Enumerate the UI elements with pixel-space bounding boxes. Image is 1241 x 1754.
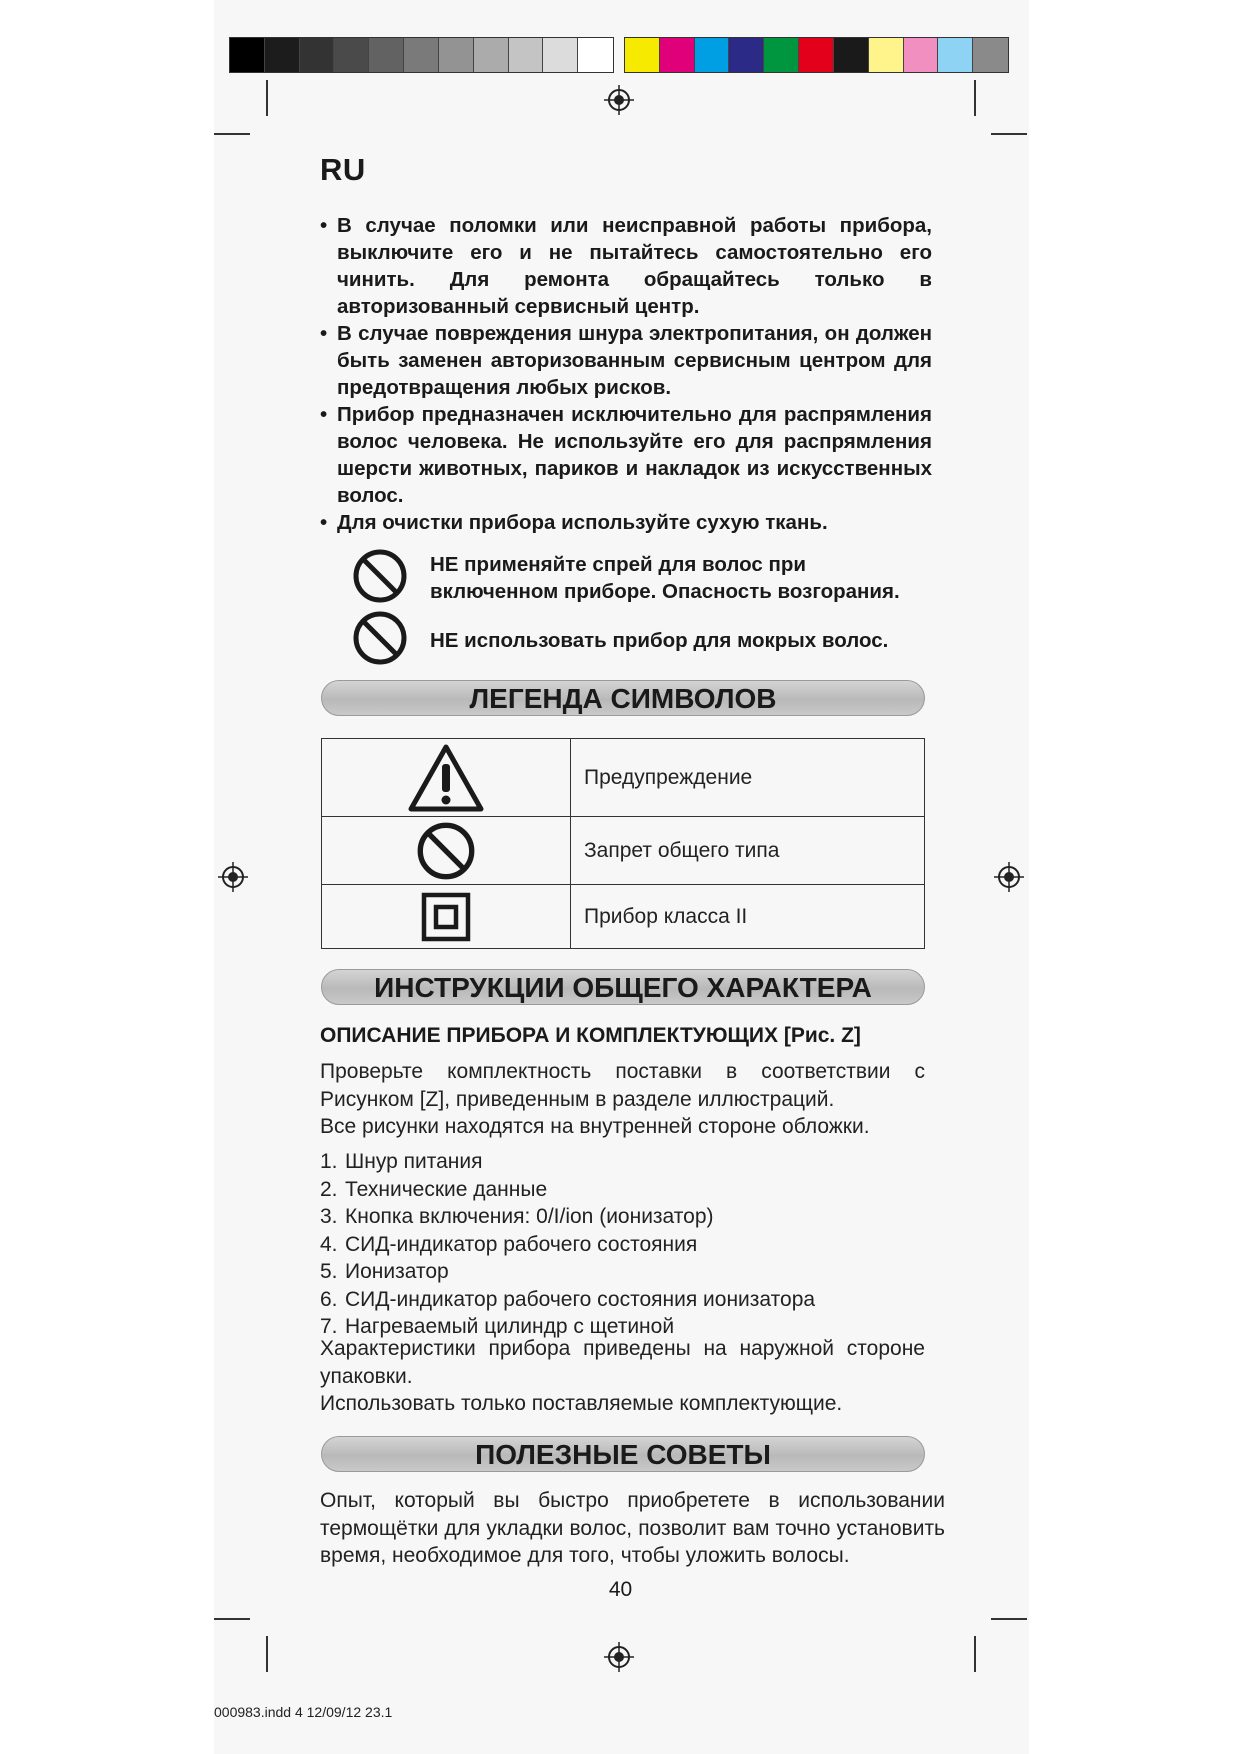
file-slug: 000983.indd 4 12/09/12 23.1 <box>214 1704 393 1720</box>
crop-mark-bottom-right-horizontal <box>991 1618 1027 1620</box>
list-item: • Прибор предназначен исключительно для распрямления волос человека. Не используйте его для распрямления шерсти животных, париков и накладок из искусственных волос. <box>320 403 932 507</box>
color-swatch <box>904 38 939 72</box>
prohibition-icon <box>416 821 476 881</box>
list-item: 6. СИД-индикатор рабочего состояния ионизатора <box>320 1287 816 1311</box>
list-item: • В случае повреждения шнура электропитания, он должен быть заменен авторизованным сервисным центром для предотвращения любых рисков. <box>320 322 932 399</box>
color-swatch <box>869 38 904 72</box>
color-swatch <box>695 38 730 72</box>
section-title-tips: ПОЛЕЗНЫЕ СОВЕТЫ <box>321 1436 925 1472</box>
color-swatch <box>625 38 660 72</box>
registration-mark-icon <box>604 85 634 115</box>
gray-swatch <box>300 38 335 72</box>
list-item: • Для очистки прибора используйте сухую ткань. <box>320 511 828 534</box>
crop-mark-bottom-right-vertical <box>974 1636 976 1672</box>
page-number: 40 <box>608 1578 633 1601</box>
list-item: 7. Нагреваемый цилиндр с щетиной <box>320 1315 675 1338</box>
gray-calibration-bar <box>229 37 614 73</box>
warning-triangle-icon <box>406 742 486 814</box>
description-intro-2: Все рисунки находятся на внутренней стороне обложки. <box>320 1115 870 1138</box>
color-swatch <box>799 38 834 72</box>
prohibition-icon <box>352 610 408 666</box>
gray-swatch <box>404 38 439 72</box>
gray-swatch <box>509 38 544 72</box>
registration-mark-icon <box>218 862 248 892</box>
gray-swatch <box>578 38 613 72</box>
description-outro-1: Характеристики прибора приведены на наружной стороне упаковки. <box>320 1337 925 1388</box>
crop-mark-top-right-horizontal <box>991 133 1027 135</box>
list-item: 2. Технические данные <box>320 1177 548 1201</box>
legend-label: Предупреждение <box>571 739 925 817</box>
list-item: 5. Ионизатор <box>320 1260 449 1283</box>
registration-mark-icon <box>994 862 1024 892</box>
prohibition-text: НЕ использовать прибор для мокрых волос. <box>430 629 889 652</box>
color-swatch <box>938 38 973 72</box>
components-list <box>320 1148 815 1341</box>
gray-swatch <box>543 38 578 72</box>
language-code: RU <box>320 152 366 187</box>
table-row <box>322 817 925 885</box>
registration-mark-icon <box>604 1642 634 1672</box>
class-ii-icon <box>420 891 472 943</box>
prohibition-text: НЕ применяйте спрей для волос при включенном приборе. Опасность возгорания. <box>430 553 900 603</box>
crop-mark-top-right-vertical <box>974 80 976 116</box>
prohibition-icon <box>352 548 408 604</box>
color-swatch <box>764 38 799 72</box>
legend-label: Прибор класса II <box>571 885 925 949</box>
crop-mark-bottom-left-vertical <box>266 1636 268 1672</box>
table-row <box>322 885 925 949</box>
gray-swatch <box>334 38 369 72</box>
list-item: 3. Кнопка включения: 0/I/ion (ионизатор) <box>320 1205 714 1228</box>
section-title-general: ИНСТРУКЦИИ ОБЩЕГО ХАРАКТЕРА <box>321 969 925 1005</box>
list-item: 4. СИД-индикатор рабочего состояния <box>320 1232 698 1256</box>
section-title-legend: ЛЕГЕНДА СИМВОЛОВ <box>321 680 925 716</box>
gray-swatch <box>230 38 265 72</box>
color-swatch <box>973 38 1008 72</box>
safety-bullet-list <box>320 212 932 536</box>
gray-swatch <box>474 38 509 72</box>
tips-paragraph: Опыт, который вы быстро приобретете в использовании термощётки для укладки волос, позволит вам точно установить время, необходимое для того, чтобы уложить волосы. <box>320 1489 945 1567</box>
color-swatch <box>729 38 764 72</box>
legend-label: Запрет общего типа <box>571 817 925 885</box>
list-item: • В случае поломки или неисправной работы прибора, выключите его и не пытайтесь самостоятельно его чинить. Для ремонта обращайтесь только в авторизованный сервисный центр. <box>320 214 932 318</box>
color-swatch <box>660 38 695 72</box>
gray-swatch <box>369 38 404 72</box>
subheading-description: ОПИСАНИЕ ПРИБОРА И КОМПЛЕКТУЮЩИХ [Рис. Z] <box>320 1024 861 1047</box>
color-swatch <box>834 38 869 72</box>
description-intro-1: Проверьте комплектность поставки в соответствии с Рисунком [Z], приведенным в разделе иллюстраций. <box>320 1060 925 1111</box>
prohibition-row-wet-hair <box>352 610 932 670</box>
table-row <box>322 739 925 817</box>
crop-mark-bottom-left-horizontal <box>214 1618 250 1620</box>
color-calibration-bar <box>624 37 1009 73</box>
crop-mark-top-left-horizontal <box>214 133 250 135</box>
symbol-legend-table <box>321 738 925 949</box>
prohibition-row-spray <box>352 548 932 608</box>
gray-swatch <box>265 38 300 72</box>
gray-swatch <box>439 38 474 72</box>
description-outro-2: Использовать только поставляемые комплектующие. <box>320 1392 843 1415</box>
list-item: 1. Шнур питания <box>320 1150 483 1173</box>
crop-mark-top-left-vertical <box>266 80 268 116</box>
